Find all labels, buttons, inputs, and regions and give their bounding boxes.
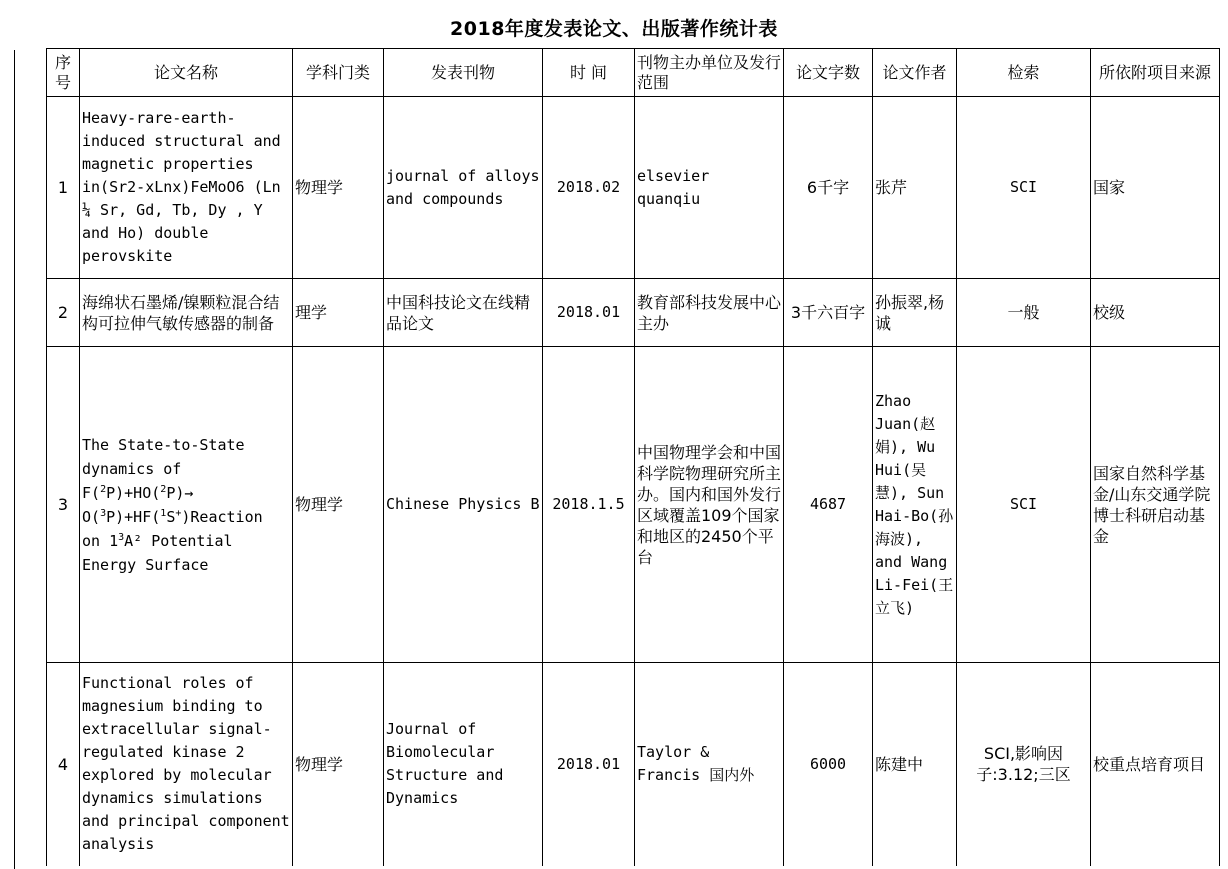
cell-authors: 陈建中 bbox=[873, 663, 957, 866]
header-publisher: 刊物主办单位及发行范围 bbox=[635, 49, 784, 97]
formula-part: on 1 bbox=[82, 531, 119, 550]
cell-no: 3 bbox=[47, 347, 80, 663]
cell-discipline: 理学 bbox=[293, 279, 384, 347]
cell-time: 2018.01 bbox=[543, 663, 635, 866]
header-row bbox=[47, 49, 1220, 97]
formula-part: P)→ bbox=[166, 483, 194, 502]
formula-part: F( bbox=[82, 483, 101, 502]
cell-index: SCI,影响因子:3.12;三区 bbox=[957, 663, 1091, 866]
cell-time: 2018.01 bbox=[543, 279, 635, 347]
formula-part: A² Potential bbox=[124, 531, 233, 550]
cell-words: 4687 bbox=[784, 347, 873, 663]
table-row bbox=[47, 279, 1220, 347]
cell-time: 2018.02 bbox=[543, 97, 635, 279]
cell-index: SCI bbox=[957, 347, 1091, 663]
header-no: 序号 bbox=[47, 49, 80, 97]
cell-project: 国家 bbox=[1091, 97, 1220, 279]
cell-name: 海绵状石墨烯/镍颗粒混合结构可拉伸气敏传感器的制备 bbox=[80, 279, 293, 347]
table-row bbox=[47, 663, 1220, 866]
cell-publisher: 中国物理学会和中国科学院物理研究所主办。国内和国外发行区域覆盖109个国家和地区的2450个平台 bbox=[635, 347, 784, 663]
cell-name: Functional roles of magnesium binding to extracellular signal-regulated kinase 2 explored by molecular dynamics simulations and principal component analysis bbox=[80, 663, 293, 866]
cell-publisher: 教育部科技发展中心主办 bbox=[635, 279, 784, 347]
cell-publisher: Taylor & Francis 国内外 bbox=[635, 663, 784, 866]
formula-sup: 3 bbox=[100, 507, 107, 519]
formula-sup: + bbox=[175, 507, 182, 519]
table-row bbox=[47, 97, 1220, 279]
cell-no: 4 bbox=[47, 663, 80, 866]
cell-time: 2018.1.5 bbox=[543, 347, 635, 663]
header-name: 论文名称 bbox=[80, 49, 293, 97]
name-line: The State-to-State bbox=[82, 435, 245, 454]
left-border-line bbox=[14, 50, 15, 869]
cell-name: Heavy-rare-earth-induced structural and magnetic properties in(Sr2-xLnx)FeMoO6 (Ln ¼ Sr, Gd, Tb, Dy , Y and Ho) double perovskite bbox=[80, 97, 293, 279]
cell-project: 校重点培育项目 bbox=[1091, 663, 1220, 866]
header-authors: 论文作者 bbox=[873, 49, 957, 97]
header-journal: 发表刊物 bbox=[384, 49, 543, 97]
cell-no: 2 bbox=[47, 279, 80, 347]
cell-authors: 张芹 bbox=[873, 97, 957, 279]
formula-part: )Reaction bbox=[181, 507, 263, 526]
formula-sup: 2 bbox=[100, 483, 107, 495]
table-row bbox=[47, 347, 1220, 663]
cell-journal: Chinese Physics B bbox=[384, 347, 543, 663]
cell-project: 国家自然科学基金/山东交通学院博士科研启动基金 bbox=[1091, 347, 1220, 663]
cell-words: 3千六百字 bbox=[784, 279, 873, 347]
formula-part: O( bbox=[82, 507, 101, 526]
formula-sup: 2 bbox=[160, 483, 167, 495]
cell-index: SCI bbox=[957, 97, 1091, 279]
cell-discipline: 物理学 bbox=[293, 663, 384, 866]
name-line: dynamics of bbox=[82, 459, 182, 478]
formula-part: P)+HO( bbox=[106, 483, 161, 502]
cell-journal: Journal of Biomolecular Structure and Dynamics bbox=[384, 663, 543, 866]
formula-sup: 3 bbox=[118, 531, 125, 543]
cell-name bbox=[80, 347, 293, 663]
cell-journal: 中国科技论文在线精品论文 bbox=[384, 279, 543, 347]
page-title: 2018年度发表论文、出版著作统计表 bbox=[450, 18, 778, 40]
formula-sup: 1 bbox=[160, 507, 167, 519]
cell-project: 校级 bbox=[1091, 279, 1220, 347]
name-line: Energy Surface bbox=[82, 555, 209, 574]
header-time: 时 间 bbox=[543, 49, 635, 97]
cell-discipline: 物理学 bbox=[293, 97, 384, 279]
header-discipline: 学科门类 bbox=[293, 49, 384, 97]
statistics-table bbox=[46, 48, 1220, 866]
cell-words: 6千字 bbox=[784, 97, 873, 279]
cell-index: 一般 bbox=[957, 279, 1091, 347]
header-project: 所依附项目来源 bbox=[1091, 49, 1220, 97]
cell-publisher: elsevier quanqiu bbox=[635, 97, 784, 279]
cell-words: 6000 bbox=[784, 663, 873, 866]
cell-authors: 孙振翠,杨诚 bbox=[873, 279, 957, 347]
cell-no: 1 bbox=[47, 97, 80, 279]
header-words: 论文字数 bbox=[784, 49, 873, 97]
formula-part: P)+HF( bbox=[106, 507, 161, 526]
formula-part: S bbox=[166, 507, 176, 526]
header-index: 检索 bbox=[957, 49, 1091, 97]
cell-authors: Zhao Juan(赵娟), Wu Hui(吴慧), Sun Hai-Bo(孙海波), and Wang Li-Fei(王立飞) bbox=[873, 347, 957, 663]
cell-discipline: 物理学 bbox=[293, 347, 384, 663]
cell-journal: journal of alloys and compounds bbox=[384, 97, 543, 279]
